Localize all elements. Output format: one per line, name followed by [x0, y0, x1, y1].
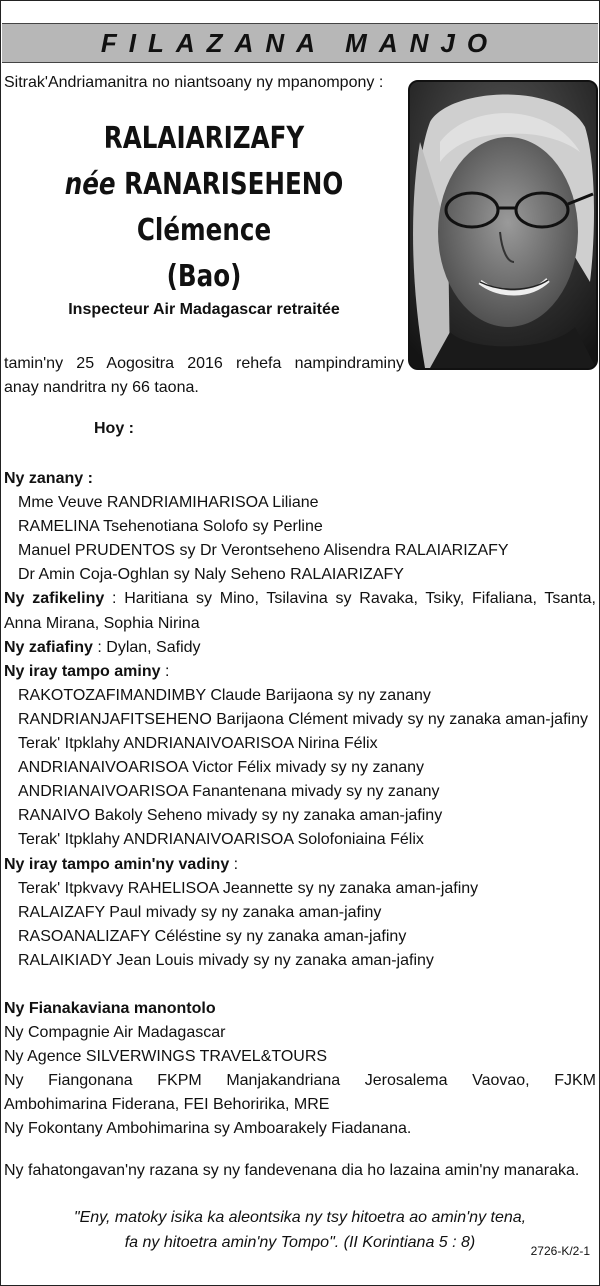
quote-line2: fa ny hitoetra amin'ny Tompo". (II Korintiana 5 : 8): [124, 1234, 476, 1251]
spacer: [4, 973, 596, 997]
fianakaviana-label: Ny Fianakaviana manontolo: [4, 999, 216, 1017]
zafikeliny-line2: Anna Mirana, Sophia Nirina: [4, 614, 200, 632]
vadiny-line: Ny iray tampo amin'ny vadiny :: [4, 855, 239, 873]
intro-text: Sitrak'Andriamanitra no niantsoany ny mpanompony :: [4, 74, 384, 91]
list-item: RANDRIANJAFITSEHENO Barijaona Clément mivady sy ny zanaka aman-jafiny: [18, 710, 588, 728]
list-item: Dr Amin Coja-Oghlan sy Naly Seheno RALAIARIZAFY: [18, 566, 404, 584]
deceased-name-line2: [37, 162, 372, 208]
fiangonana-line2: Ambohimarina Fiderana, FEI Behoririka, MRE: [4, 1096, 330, 1114]
closing-text: Ny fahatongavan'ny razana sy ny fandevenana dia ho lazaina amin'ny manaraka.: [4, 1162, 580, 1179]
iray-tampo-line: Ny iray tampo aminy :: [4, 662, 170, 680]
list-item: RANAIVO Bakoly Seheno mivady sy ny zanaka aman-jafiny: [18, 807, 443, 825]
list-item: Ny Compagnie Air Madagascar: [4, 1024, 226, 1042]
maiden-name: RANARISEHENO: [124, 167, 344, 202]
death-notice-line2: anay nandritra ny 66 taona.: [4, 379, 199, 396]
nee-label: née: [64, 167, 116, 202]
zafikeliny-label: Ny zafikeliny: [4, 590, 105, 608]
list-item: RALAIZAFY Paul mivady sy ny zanaka aman-jafiny: [18, 903, 382, 921]
deceased-nickname: (Bao): [166, 259, 242, 294]
bible-quote: [0, 1205, 600, 1255]
zafiafiny-names: : Dylan, Safidy: [92, 638, 201, 656]
fokontany-line: Ny Fokontany Ambohimarina sy Amboarakely Fiadanana.: [4, 1120, 412, 1138]
death-notice: [4, 352, 404, 400]
quote-line1: "Eny, matoky isika ka aleontsika ny tsy hitoetra ao amin'ny tena,: [73, 1209, 527, 1226]
zafikeliny-names: : Haritiana sy Mino, Tsilavina sy Ravaka, Tsiky, Fifaliana, Tsanta,: [104, 590, 596, 608]
list-item: Ny Agence SILVERWINGS TRAVEL&TOURS: [4, 1048, 328, 1066]
portrait-image: [410, 82, 596, 368]
banner-title: FILAZANA MANJO: [100, 27, 500, 58]
list-item: Terak' Itpkvavy RAHELISOA Jeannette sy ny zanaka aman-jafiny: [18, 879, 479, 897]
banner: [2, 23, 598, 63]
deceased-name-line1: RALAIARIZAFY: [103, 121, 305, 156]
hoy-label: Hoy :: [94, 420, 134, 437]
list-item: RAMELINA Tsehenotiana Solofo sy Perline: [18, 518, 323, 536]
vadiny-label: Ny iray tampo amin'ny vadiny: [4, 855, 230, 873]
deceased-name-line3: Clémence: [136, 213, 272, 248]
list-item: RASOANALIZAFY Céléstine sy ny zanaka aman-jafiny: [18, 927, 407, 945]
list-item: Terak' Itpklahy ANDRIANAIVOARISOA Nirina Félix: [18, 735, 378, 753]
list-item: RAKOTOZAFIMANDIMBY Claude Barijaona sy ny zanany: [18, 686, 431, 704]
zafikeliny-line: [4, 587, 596, 611]
death-notice-line1: tamin'ny 25 Aogositra 2016 rehefa nampindraminy: [4, 355, 404, 372]
list-item: RALAIKIADY Jean Louis mivady sy ny zanaka aman-jafiny: [18, 951, 434, 969]
list-item: Mme Veuve RANDRIAMIHARISOA Liliane: [18, 494, 319, 512]
iray-tampo-label: Ny iray tampo aminy: [4, 662, 161, 680]
reference-code: 2726-K/2-1: [530, 1244, 590, 1258]
fiangonana-line1: Ny Fiangonana FKPM Manjakandriana Jerosalema Vaovao, FJKM: [4, 1072, 596, 1090]
deceased-title: Inspecteur Air Madagascar retraitée: [68, 301, 340, 318]
family-list: [4, 467, 596, 1142]
portrait-photo: [408, 80, 598, 370]
list-item: ANDRIANAIVOARISOA Fanantenana mivady sy ny zanany: [18, 783, 440, 801]
zafiafiny-label: Ny zafiafiny: [4, 638, 93, 656]
zafiafiny-line: [4, 636, 596, 660]
list-item: Terak' Itpklahy ANDRIANAIVOARISOA Solofoniaina Félix: [18, 831, 424, 849]
zanany-label: Ny zanany :: [4, 470, 93, 487]
list-item: Manuel PRUDENTOS sy Dr Verontseheno Alisendra RALAIARIZAFY: [18, 542, 509, 560]
list-item: ANDRIANAIVOARISOA Victor Félix mivady sy ny zanany: [18, 759, 425, 777]
